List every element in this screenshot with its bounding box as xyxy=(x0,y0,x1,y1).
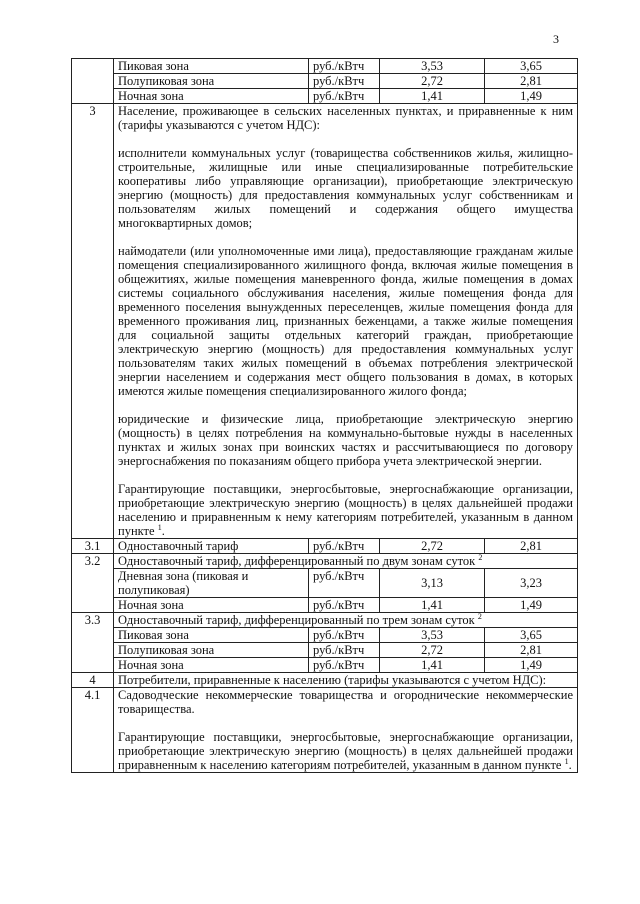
tariff-value-1: 1,41 xyxy=(380,658,485,673)
section-3-heading: Население, проживающее в сельских населенных пунктах, и приравненные к ним (тарифы указываются с учетом НДС): xyxy=(118,104,573,132)
tariff-value-1: 3,53 xyxy=(380,628,485,643)
tariff-value-2: 1,49 xyxy=(485,658,578,673)
paragraph: юридические и физические лица, приобретающие электрическую энергию (мощность) в целях потребления на коммунально-бытовые нужды в населенных пунктах и жилых зонах при воинских частях и рассчитывающиеся по договору энергоснабжения по показаниям общего прибора учета электрической энергии. xyxy=(118,412,573,468)
unit-cell: руб./кВтч xyxy=(309,59,380,74)
tariff-name: Одноставочный тариф xyxy=(114,539,309,554)
guarantee-paragraph xyxy=(118,482,573,538)
tariff-value-2: 3,65 xyxy=(485,59,578,74)
tariff-value-1: 2,72 xyxy=(380,643,485,658)
paragraph: исполнители коммунальных услуг (товарищества собственников жилья, жилищно-строительные, жилищные или иные специализированные потребительские кооперативы либо управляющие организации), приобретающие электрическую энергию (мощность) для предоставления коммунальных услуг собственникам и пользователям жилых помещений и содержания общего имущества многоквартирных домов; xyxy=(118,146,573,230)
zone-name: Полупиковая зона xyxy=(114,643,309,658)
tariff-value-1: 2,72 xyxy=(380,74,485,89)
tariff-value-1: 3,53 xyxy=(380,59,485,74)
table-row xyxy=(72,628,578,643)
section-3-row xyxy=(72,104,578,539)
unit-cell: руб./кВтч xyxy=(309,569,380,598)
table-row xyxy=(72,59,578,74)
zone-name: Полупиковая зона xyxy=(114,74,309,89)
footnote-mark: 1 xyxy=(564,756,569,766)
unit-cell: руб./кВтч xyxy=(309,643,380,658)
footnote-mark: 2 xyxy=(478,552,483,562)
tariff-value-2: 3,23 xyxy=(485,569,578,598)
section-number: 3.1 xyxy=(72,539,114,554)
section-number: 3.2 xyxy=(72,554,114,613)
subsection-title-row xyxy=(72,554,578,569)
section-4-1-row xyxy=(72,688,578,773)
unit-cell: руб./кВтч xyxy=(309,598,380,613)
page-number: 3 xyxy=(553,32,559,46)
row-number-cell xyxy=(72,59,114,104)
guarantee-text: Гарантирующие поставщики, энергосбытовые, энергоснабжающие организации, приобретающие электрическую энергию (мощность) в целях дальнейшей продажи населению и приравненным к нему категориям потребителей, указанным в данном пункте xyxy=(118,482,573,538)
paragraph: наймодатели (или уполномоченные ими лица), предоставляющие гражданам жилые помещения специализированного жилищного фонда, включая жилые помещения в общежитиях, жилые помещения маневренного фонда, жилые помещения в домах системы социального обслуживания населения, жилые помещения фонда для временного поселения вынужденных переселенцев, жилые помещения фонда для временного проживания лиц, признанных беженцами, а также жилые помещения для социальной защиты отдельных категорий граждан, приобретающие электрическую энергию (мощность) для предоставления коммунальных услуг пользователям таких жилых помещений в объемах потребления электрической энергии населением и содержания мест общего пользования в домах, в которых имеются жилые помещения специализированного жилого фонда; xyxy=(118,244,573,398)
unit-cell: руб./кВтч xyxy=(309,658,380,673)
table-row xyxy=(72,643,578,658)
subsection-title-row xyxy=(72,613,578,628)
tariff-value-2: 2,81 xyxy=(485,74,578,89)
zone-name: Пиковая зона xyxy=(114,628,309,643)
zone-name: Пиковая зона xyxy=(114,59,309,74)
tariff-value-2: 1,49 xyxy=(485,89,578,104)
tariff-value-2: 2,81 xyxy=(485,643,578,658)
zone-name: Ночная зона xyxy=(114,658,309,673)
tariff-value-2: 3,65 xyxy=(485,628,578,643)
tariff-value-1: 3,13 xyxy=(380,569,485,598)
tariff-value-1: 1,41 xyxy=(380,598,485,613)
guarantee-paragraph xyxy=(118,730,573,772)
footnote-tail: . xyxy=(568,758,572,772)
unit-cell: руб./кВтч xyxy=(309,74,380,89)
section-number: 3 xyxy=(72,104,114,539)
subsection-title xyxy=(114,613,578,628)
tariff-value-1: 1,41 xyxy=(380,89,485,104)
tariff-table xyxy=(71,58,578,773)
footnote-mark: 2 xyxy=(477,611,482,621)
unit-cell: руб./кВтч xyxy=(309,628,380,643)
zone-name: Ночная зона xyxy=(114,89,309,104)
paragraph: Садоводческие некоммерческие товарищества и огороднические некоммерческие товарищества. xyxy=(118,688,573,716)
zone-name: Дневная зона (пиковая и полупиковая) xyxy=(114,569,309,598)
table-row xyxy=(72,569,578,598)
guarantee-text: Гарантирующие поставщики, энергосбытовые, энергоснабжающие организации, приобретающие электрическую энергию (мощность) в целях дальнейшей продажи приравненным к населению категориям потребителей, указанным в данном пункте xyxy=(118,730,573,772)
section-number: 3.3 xyxy=(72,613,114,673)
table-row xyxy=(72,598,578,613)
section-4-1-content xyxy=(114,688,578,773)
section-number: 4 xyxy=(72,673,114,688)
zone-name: Ночная зона xyxy=(114,598,309,613)
tariff-value-1: 2,72 xyxy=(380,539,485,554)
footnote-mark: 1 xyxy=(157,522,162,532)
section-3-content xyxy=(114,104,578,539)
table-row xyxy=(72,539,578,554)
table-row xyxy=(72,89,578,104)
subsection-title-text: Одноставочный тариф, дифференцированный по двум зонам суток xyxy=(118,554,476,568)
footnote-tail: . xyxy=(161,524,165,538)
tariff-value-2: 2,81 xyxy=(485,539,578,554)
table-row xyxy=(72,658,578,673)
subsection-title-text: Одноставочный тариф, дифференцированный по трем зонам суток xyxy=(118,613,475,627)
table-row xyxy=(72,74,578,89)
unit-cell: руб./кВтч xyxy=(309,539,380,554)
section-number: 4.1 xyxy=(72,688,114,773)
section-4-heading: Потребители, приравненные к населению (тарифы указываются с учетом НДС): xyxy=(114,673,578,688)
tariff-value-2: 1,49 xyxy=(485,598,578,613)
unit-cell: руб./кВтч xyxy=(309,89,380,104)
subsection-title xyxy=(114,554,578,569)
section-4-row xyxy=(72,673,578,688)
